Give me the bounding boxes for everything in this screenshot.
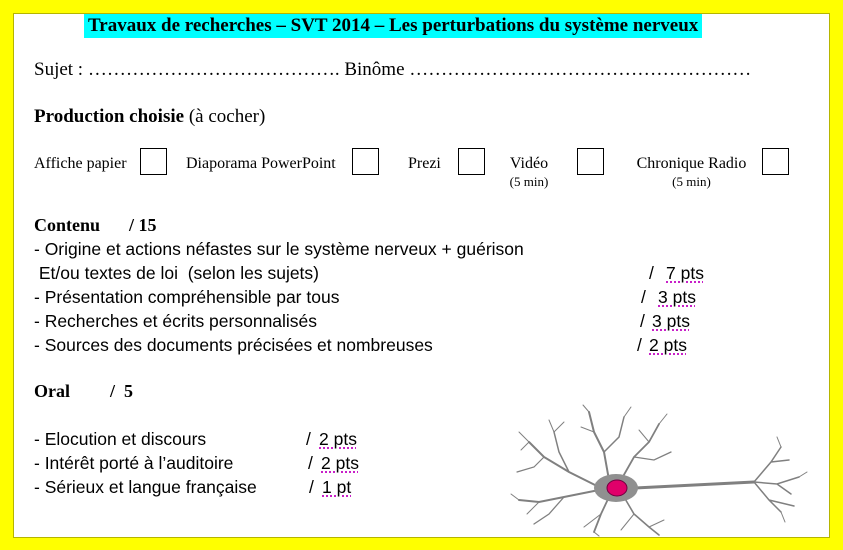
contenu-slash: / <box>641 287 646 307</box>
production-hint: (à cocher) <box>188 106 266 127</box>
neuron-nucleus <box>607 480 627 496</box>
production-heading-line <box>34 106 265 128</box>
contenu-slash: / <box>649 263 654 283</box>
option-sub-chronique: (5 min) <box>672 174 711 189</box>
subject-field[interactable]: …………………………………. <box>87 59 340 80</box>
contenu-item: - Sources des documents précisées et nombreuses <box>34 335 433 355</box>
contenu-slash: / <box>637 335 642 355</box>
subject-line <box>34 59 751 81</box>
contenu-points: 7 pts <box>666 263 704 283</box>
binome-field[interactable]: ……………………………………………… <box>409 59 752 80</box>
contenu-points: 3 pts <box>652 311 690 331</box>
page-title: Travaux de recherches – SVT 2014 – Les perturbations du système nerveux <box>84 14 702 38</box>
option-label-diaporama: Diaporama PowerPoint <box>186 155 336 172</box>
option-sub-video: (5 min) <box>509 174 549 189</box>
binome-label: Binôme <box>344 59 405 80</box>
oral-slash: / <box>309 477 314 497</box>
checkbox-diaporama[interactable] <box>352 148 379 175</box>
contenu-item: - Origine et actions néfastes sur le système nerveux + guérison <box>34 239 524 259</box>
contenu-points: 3 pts <box>658 287 696 307</box>
contenu-heading: Contenu <box>34 215 101 235</box>
oral-item: - Sérieux et langue française <box>34 477 257 497</box>
evaluation-sheet <box>13 13 830 538</box>
contenu-item: - Recherches et écrits personnalisés <box>34 311 318 331</box>
oral-score: / 5 <box>110 381 134 401</box>
oral-points: 2 pts <box>321 453 359 473</box>
contenu-slash: / <box>640 311 645 331</box>
oral-points: 2 pts <box>319 429 357 449</box>
oral-item: - Intérêt porté à l’auditoire <box>34 453 234 473</box>
neuron-dendrites <box>511 405 807 536</box>
contenu-score: / 15 <box>129 215 157 235</box>
contenu-points: 2 pts <box>649 335 687 355</box>
option-label-video: Vidéo <box>509 155 549 172</box>
option-label-chronique: Chronique Radio <box>636 155 747 172</box>
oral-slash: / <box>306 429 311 449</box>
neuron-illustration <box>509 402 809 537</box>
oral-points: 1 pt <box>322 477 352 497</box>
checkbox-prezi[interactable] <box>458 148 485 175</box>
subject-label: Sujet : <box>34 59 84 80</box>
option-label-affiche: Affiche papier <box>34 155 127 172</box>
contenu-item: Et/ou textes de loi (selon les sujets) <box>34 263 319 283</box>
contenu-item: - Présentation compréhensible par tous <box>34 287 340 307</box>
checkbox-video[interactable] <box>577 148 604 175</box>
checkbox-chronique[interactable] <box>762 148 789 175</box>
oral-heading: Oral <box>34 381 70 401</box>
production-heading: Production choisie <box>34 106 185 127</box>
oral-slash: / <box>308 453 313 473</box>
option-label-prezi: Prezi <box>408 155 441 172</box>
checkbox-affiche[interactable] <box>140 148 167 175</box>
oral-item: - Elocution et discours <box>34 429 207 449</box>
